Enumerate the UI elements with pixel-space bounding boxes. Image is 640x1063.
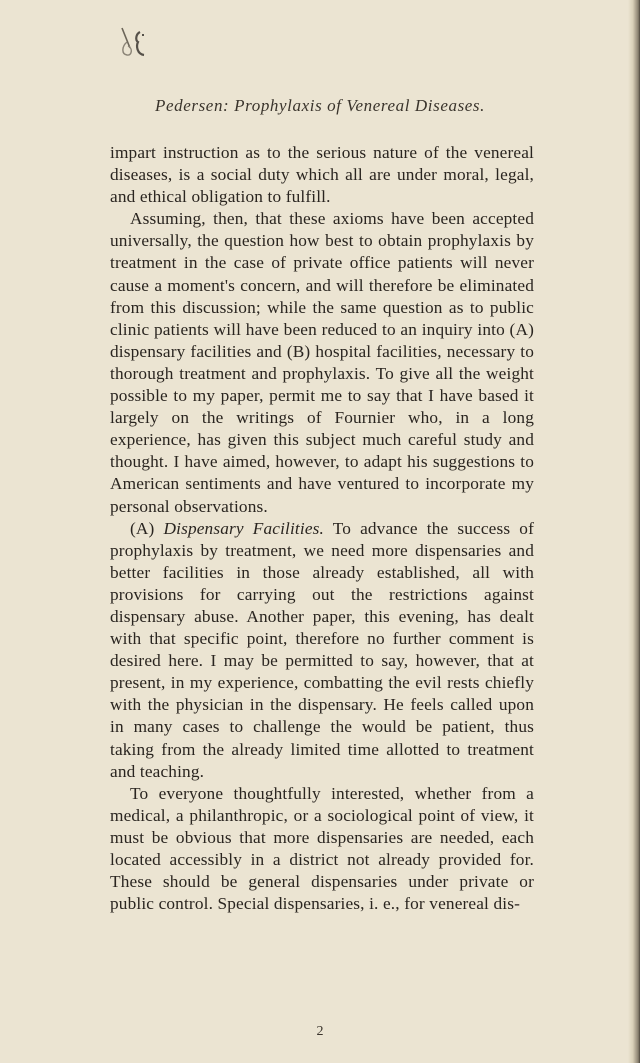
running-head: Pedersen: Prophylaxis of Venereal Diseases. (155, 96, 485, 115)
page-edge-shadow (628, 0, 640, 1063)
paragraph-3-text: To advance the success of prophylaxis by treatment, we need more dispensaries and better facilities in those already established, all with provisions for carrying out the restrictions against dispensary abuse. Another paper, this evening, has dealt with that specific point, therefore no further comment is desired here. I may be permitted to say, however, that at present, in my experience, combatting the evil rests chiefly with the physician in the dispensary. He feels called upon in many cases to challenge the would be patient, thus taking from the already limited time allotted to treatment and teaching. (110, 518, 534, 781)
handwritten-mark (118, 22, 150, 62)
paragraph-2: Assuming, then, that these axioms have been accepted universally, the question how best to obtain prophylaxis by treatment in the case of private office patients will never cause a moment's concern, and will therefore be eliminated from this discussion; while the same question as to public clinic patients will have been reduced to an inquiry into (A) dispensary facilities and (B) hospital facilities, necessary to thorough treatment and prophylaxis. To give all the weight possible to my paper, permit me to say that I have based it largely on the writings of Fournier who, in a long experience, has given this subject much careful study and thought. I have aimed, however, to adapt his suggestions to American sentiments and have ventured to incorporate my personal observations. (110, 209, 534, 516)
section-heading: Dispensary Facilities. (163, 518, 324, 538)
body-text (110, 142, 534, 915)
page-number: 2 (316, 1024, 324, 1039)
section-label: (A) (130, 518, 164, 538)
paragraph-4: To everyone thoughtfully interested, whether from a medical, a philanthropic, or a sociological point of view, it must be obvious that more dispensaries are needed, each located accessibly in a district not already provided for. These should be general dispensaries under private or public control. Special dispensaries, i. e., for venereal dis- (110, 783, 534, 914)
paragraph-3 (110, 518, 534, 783)
paragraph-1: impart instruction as to the serious nature of the venereal diseases, is a social duty which all are under moral, legal, and ethical obligation to fulfill. (110, 143, 534, 207)
